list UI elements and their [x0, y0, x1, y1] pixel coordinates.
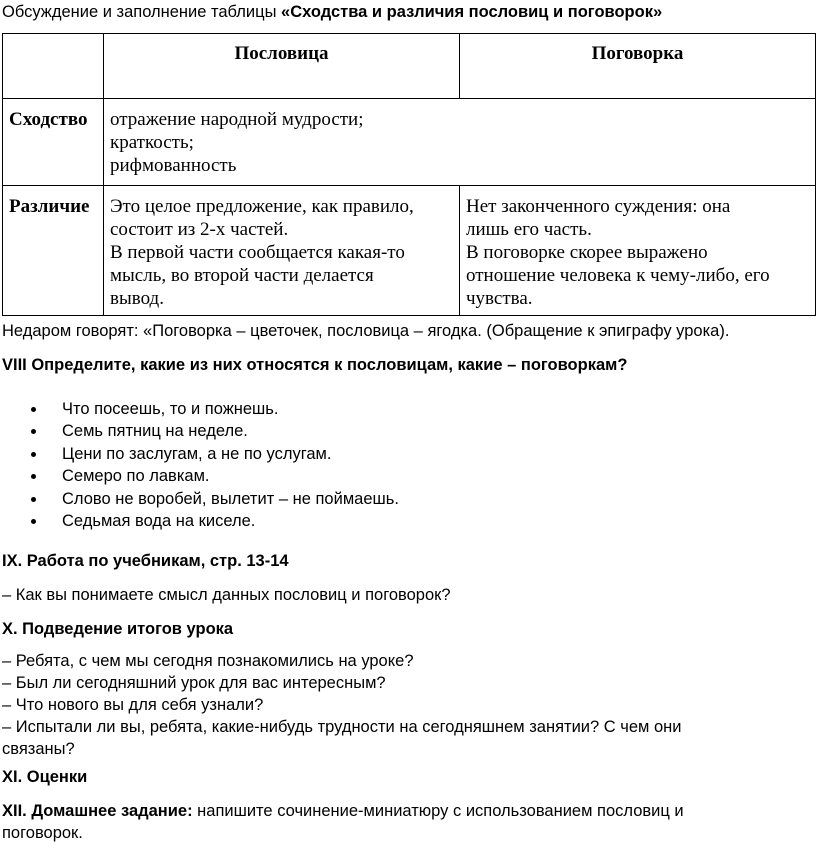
table-row-similarity	[3, 99, 816, 186]
section-12-paragraph	[2, 800, 814, 822]
list-item	[0, 510, 399, 532]
list-item	[0, 398, 399, 420]
list-item-text: Семеро по лавкам.	[62, 467, 210, 486]
proverb-line: Это целое предложение, как правило,	[110, 196, 414, 217]
similarity-line: краткость;	[110, 132, 194, 153]
section-12-text: напишите сочинение-миниатюру с использованием пословиц и	[192, 802, 684, 820]
section-9-question: – Как вы понимаете смысл данных пословиц и поговорок?	[2, 586, 451, 604]
section-12-text-cont: поговорок.	[2, 824, 83, 842]
intro-title: «Сходства и различия пословиц и поговорок»	[281, 3, 663, 21]
section-10-line: – Ребята, с чем мы сегодня познакомились на уроке?	[2, 652, 414, 670]
list-item	[0, 420, 399, 442]
section-10-line: связаны?	[2, 740, 75, 758]
list-item	[0, 465, 399, 487]
saying-line: Нет законченного суждения: она	[466, 196, 731, 217]
difference-proverb	[104, 186, 460, 316]
list-item	[0, 488, 399, 510]
list-item	[0, 443, 399, 465]
table-header-saying: Поговорка	[460, 34, 816, 99]
section-10-line: – Что нового вы для себя узнали?	[2, 696, 264, 714]
bullet-icon	[31, 407, 36, 412]
bullet-icon	[31, 429, 36, 434]
table-header-proverb: Пословица	[104, 34, 460, 99]
table-header-empty	[3, 34, 104, 99]
section-10-heading: X. Подведение итогов урока	[2, 620, 234, 638]
similarity-label: Сходство	[3, 99, 104, 186]
section-12-heading: XII. Домашнее задание:	[2, 802, 193, 820]
list-item-text: Что посеешь, то и пожнешь.	[62, 400, 279, 418]
proverb-line: состоит из 2-х частей.	[110, 219, 289, 240]
proverb-line: мысль, во второй части делается	[110, 265, 374, 286]
saying-line: чувства.	[466, 288, 533, 309]
intro-paragraph	[2, 1, 814, 23]
section-10-line: – Испытали ли вы, ребята, какие-нибудь трудности на сегодняшнем занятии? С чем они	[2, 718, 682, 736]
epigraph-quote: Недаром говорят: «Поговорка – цветочек, пословица – ягодка. (Обращение к эпиграфу урока).	[2, 322, 730, 340]
bullet-icon	[31, 474, 36, 479]
intro-prefix: Обсуждение и заполнение таблицы	[2, 3, 282, 21]
table-header-row	[3, 34, 816, 99]
proverb-list	[0, 398, 399, 532]
proverb-line: В первой части сообщается какая-то	[110, 242, 405, 263]
table-row-difference	[3, 186, 816, 316]
section-11-heading: XI. Оценки	[2, 768, 88, 786]
list-item-text: Слово не воробей, вылетит – не поймаешь.	[62, 489, 399, 508]
similarity-line: рифмованность	[110, 155, 237, 176]
bullet-icon	[31, 497, 36, 502]
proverb-line: вывод.	[110, 288, 164, 309]
saying-line: отношение человека к чему-либо, его	[466, 265, 770, 286]
section-8-heading: VIII Определите, какие из них относятся к пословицам, какие – поговоркам?	[2, 356, 628, 374]
saying-line: лишь его часть.	[466, 219, 592, 240]
similarity-content	[104, 99, 816, 186]
list-item-text: Семь пятниц на неделе.	[62, 422, 248, 441]
section-10-line: – Был ли сегодняшний урок для вас интересным?	[2, 674, 386, 692]
list-item-text: Седьмая вода на киселе.	[62, 512, 256, 531]
bullet-icon	[31, 519, 36, 524]
similarity-line: отражение народной мудрости;	[110, 109, 364, 130]
section-9-heading: IX. Работа по учебникам, стр. 13-14	[2, 552, 289, 570]
saying-line: В поговорке скорее выражено	[466, 242, 708, 263]
comparison-table	[2, 33, 816, 316]
difference-label: Различие	[3, 186, 104, 316]
list-item-text: Цени по заслугам, а не по услугам.	[62, 444, 332, 463]
difference-saying	[460, 186, 816, 316]
bullet-icon	[31, 452, 36, 457]
